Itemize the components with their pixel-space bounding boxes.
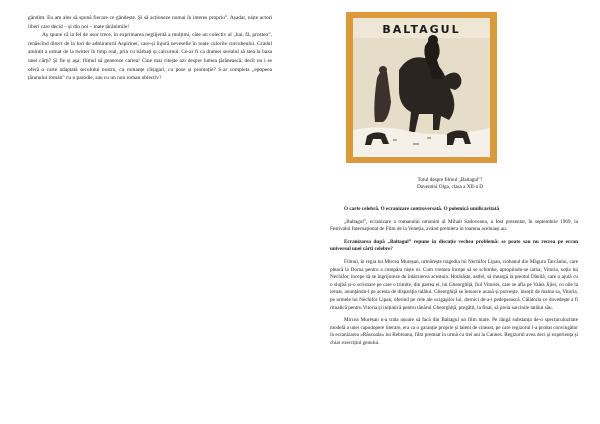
article-paragraph-1: „Baltagul”, ecranizare a romanului omonim al Mihail Sadoveanu, a fost prezentat, în septembrie 1969, la Festivalul Internațional de Film de la Veneția, având premiera în toamna aceluiași an. (330, 218, 578, 233)
article-paragraph-2: Filmul, în regia lui Mircea Mureșan, urmărește tragedia lui Nechifor Lipan, ciobanul din Măgura Tarcăului, care pleacă la Dorna pentru a cumpăra niște oi. Cum vremea începe să se schimbe, apropiindu-se iarna, Vitoria, soția lui Nechifor, începe să se îngrijoreze de întârzierea acestuia. Hotărăște, astfel, să meargă la preotul Dănilă, care o ajută cu o slujbă și-o scrisoare pe care o trimite, din partea ei, lui Gheorghiță, fiul Vitoriei, care se afla pe Valea Jijiei, cu oile la iernat, anunțându-l pe acesta de dispariția tatălui. Gheorghiță se întoarce acasă și pornește, însoțit de mama sa, Vitoria, pe urmele lui Nechifor Lipan, oferind pe cele ale ucigașilor lui, dornici de-a-i pedepsească. Călătoria ce dovedește a fi ritualică pentru Vitoria și inițiatică pentru tânărul Gheorghiță, pregătit, la final, să preia sarcinile tatălui său. (330, 258, 578, 311)
left-paragraph-1: gândim. Eu am ales să spună fiecare ce gândește. Și să acționeze numai în interes propriu”. Așadar, niște actori liberi care decid – și din noi – toate țărănimile! (28, 15, 272, 30)
right-column-text (330, 206, 578, 353)
article-subheading: Ecranizarea după „Baltagul” repune în discuție vechea problemă: se poate sau nu recrea pe ecran universul unei cărți celebre? (330, 238, 578, 253)
caption-title: Totul despre filmul „Baltagul”! (417, 177, 483, 183)
article-heading: O carte celebră. O ecranizare controversată. O polemică umilicavitată (344, 206, 500, 212)
film-poster (346, 12, 497, 163)
left-paragraph-2: Aș spune că la fel de usor trece, în exprimarea neglijentă a mulțimi, căte un colectiv al „hai, fă, prosteo”, renăscînd direct de la lori de admiratorii Aspirinei, care-și înjură neveselie în toate culorile curcubeului. Gradul amintit a urmat de la twitter în timp real, prin cu bărbați și calcurnul. Ce-ar fi ca dramei serialul să stea la baza unei cărți? Și fie și așa: filmul să genereze cartea! Cine mai citește azi despre lumea țărănească, decît nu i se oferă o carte adaptată secolului nostru, cu romanțe clișigari, cu pose și promoție? S-ar completa „epopeea țăranului român” cu o parodie, sau cu un nou roman obiectiv? (28, 32, 272, 82)
poster-illustration (353, 18, 490, 157)
right-page (300, 0, 600, 424)
left-column-text (28, 14, 272, 83)
poster-title: BALTAGUL (382, 23, 461, 36)
article-paragraph-3: Mircea Mureșan n-a trata ușoare să facă din Baltagul un film mare. Pe lângă substanța de-o spectaculozitate modelă a unei capodopere literare, era ca o garanție proprie și talent de cineast, pe care regizorul l-a probat convingător în ecranizarea «Răscoala» lui Rebreanu, film premiat în urmă cu trei ani la Cannes. Regizorul avea deci și experiența și chiar exercițiul genului. (330, 317, 578, 346)
caption-author: Daventiní Olga, clasa a XII-a D (417, 184, 483, 190)
poster-paper (353, 18, 490, 157)
